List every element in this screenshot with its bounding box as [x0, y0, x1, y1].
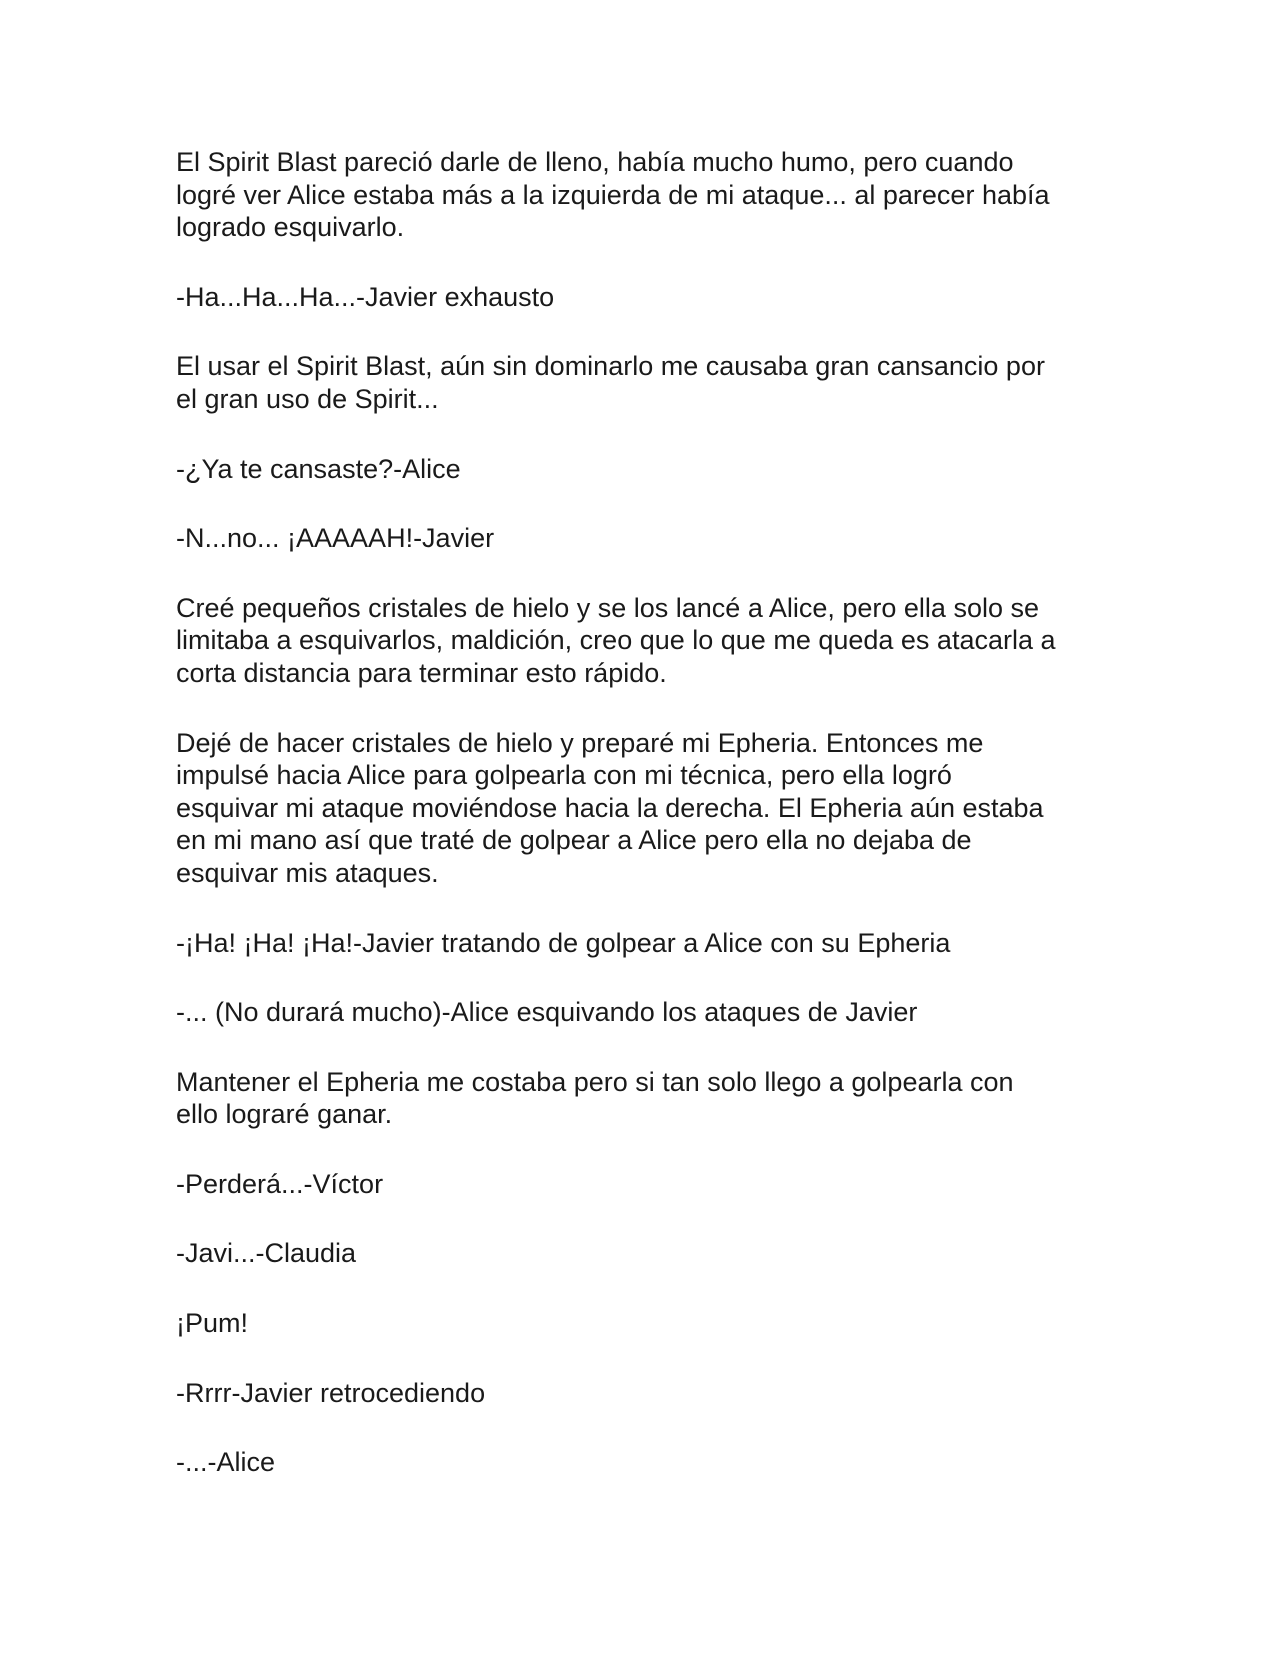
paragraph: El usar el Spirit Blast, aún sin dominarlo me causaba gran cansancio por el gran uso de Spirit... [176, 351, 1045, 414]
dialogue-line: -Ha...Ha...Ha...-Javier exhausto [176, 281, 555, 312]
dialogue-line: -...-Alice [176, 1447, 276, 1478]
dialogue-line: -... (No durará mucho)-Alice esquivando los ataques de Javier [176, 997, 918, 1028]
dialogue-line: -Perderá...-Víctor [176, 1168, 384, 1199]
dialogue-line: -¿Ya te cansaste?-Alice [176, 453, 461, 484]
paragraph: Mantener el Epheria me costaba pero si tan solo llego a golpearla con ello lograré ganar. [176, 1066, 1014, 1130]
dialogue-line: -Javi...-Claudia [176, 1238, 357, 1269]
document-body [176, 146, 1106, 1516]
sound-effect-line: ¡Pum! [176, 1308, 249, 1339]
paragraph: Dejé de hacer cristales de hielo y preparé mi Epheria. Entonces me impulsé hacia Alice para golpearla con mi técnica, pero ella logró esquivar mi ataque moviéndose hacia la derecha. El Epheria aún estaba en mi mano así que traté de golpear a Alice pero ella no dejaba de esquivar mis ataques. [176, 727, 1044, 888]
dialogue-line: -¡Ha! ¡Ha! ¡Ha!-Javier tratando de golpear a Alice con su Epheria [176, 927, 951, 958]
paragraph: El Spirit Blast pareció darle de lleno, había mucho humo, pero cuando logré ver Alice estaba más a la izquierda de mi ataque... al parecer había logrado esquivarlo. [176, 147, 1050, 243]
paragraph: Creé pequeños cristales de hielo y se los lancé a Alice, pero ella solo se limitaba a esquivarlos, maldición, creo que lo que me queda es atacarla a corta distancia para terminar esto rápido. [176, 592, 1056, 688]
dialogue-line: -N...no... ¡AAAAAH!-Javier [176, 523, 495, 554]
dialogue-line: -Rrrr-Javier retrocediendo [176, 1377, 486, 1408]
